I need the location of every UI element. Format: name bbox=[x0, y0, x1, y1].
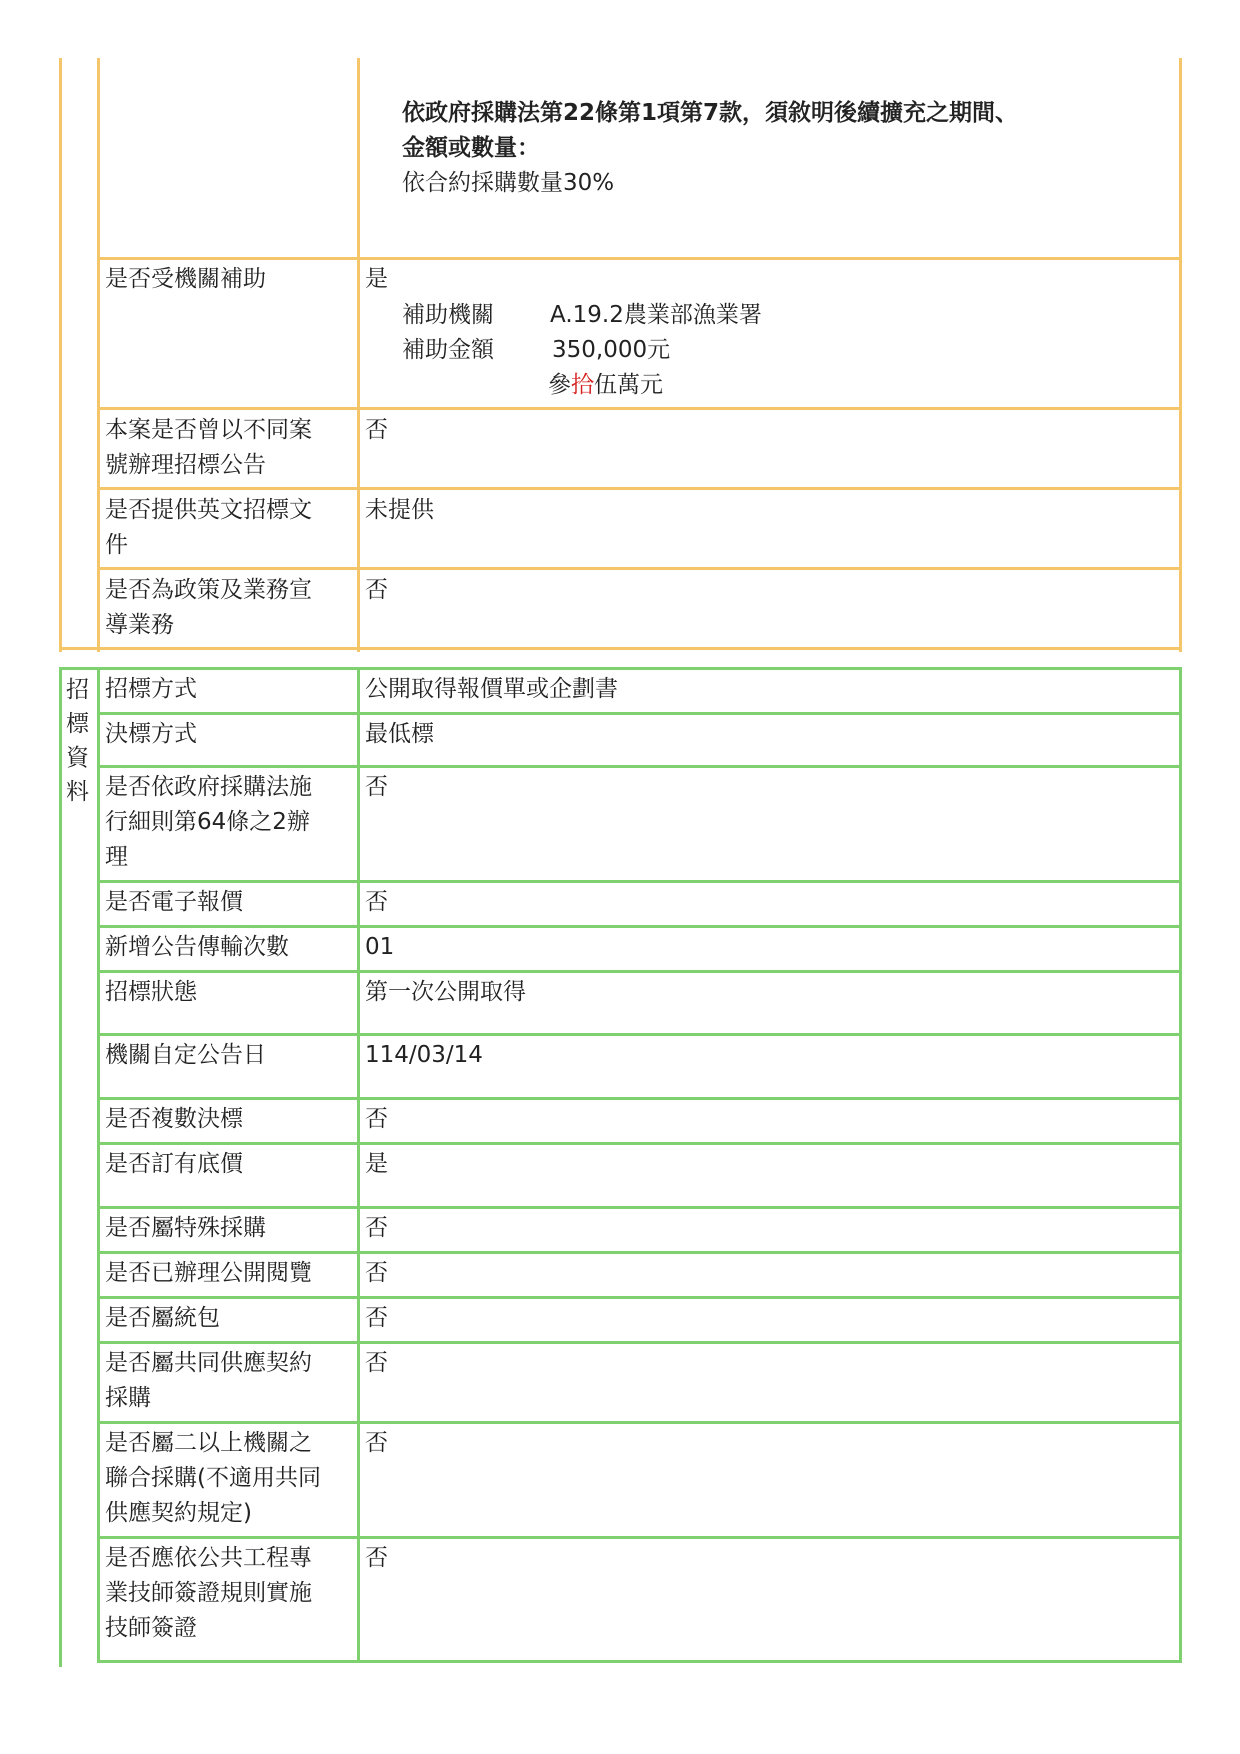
tender-row-label: 是否已辦理公開閱覽 bbox=[105, 1260, 312, 1286]
green-row-divider bbox=[97, 970, 1182, 973]
orange-row-divider bbox=[97, 487, 1182, 490]
orange-bottom-border bbox=[59, 647, 1182, 650]
tender-row-label: 理 bbox=[105, 844, 128, 870]
tender-row-value: 第一次公開取得 bbox=[365, 979, 526, 1005]
tender-row-label: 是否訂有底價 bbox=[105, 1151, 243, 1177]
tender-row-value: 否 bbox=[365, 1106, 388, 1132]
tender-row-label: 是否屬統包 bbox=[105, 1305, 220, 1331]
orange-right-border bbox=[1179, 58, 1182, 652]
tender-row-value: 最低標 bbox=[365, 721, 434, 747]
subsidy-amount-value: 350,000元 bbox=[552, 337, 671, 363]
row-label: 本案是否曾以不同案 bbox=[105, 417, 312, 443]
section-title-char: 招 bbox=[66, 677, 89, 703]
tender-row-value: 否 bbox=[365, 1260, 388, 1286]
green-row-divider bbox=[97, 925, 1182, 928]
subsidy-agency-value: A.19.2農業部漁業署 bbox=[550, 302, 762, 328]
green-row-divider bbox=[97, 765, 1182, 768]
tender-row-label: 業技師簽證規則實施 bbox=[105, 1580, 312, 1606]
tender-row-label: 是否複數決標 bbox=[105, 1106, 243, 1132]
tender-row-label: 採購 bbox=[105, 1385, 151, 1411]
subsidy-agency-label: 補助機關 bbox=[402, 302, 494, 328]
row-value: 未提供 bbox=[365, 497, 434, 523]
tender-row-label: 機關自定公告日 bbox=[105, 1042, 266, 1068]
orange-mid-border bbox=[357, 58, 360, 652]
tender-row-value: 否 bbox=[365, 774, 388, 800]
tender-row-label: 聯合採購(不適用共同 bbox=[105, 1465, 321, 1491]
extension-heading-line1: 依政府採購法第22條第1項第7款，須敘明後續擴充之期間、 bbox=[402, 100, 1019, 126]
tender-row-value: 114/03/14 bbox=[365, 1042, 483, 1068]
subsidy-amount-label: 補助金額 bbox=[402, 337, 494, 363]
row-label: 是否提供英文招標文 bbox=[105, 497, 312, 523]
green-row-divider bbox=[97, 712, 1182, 715]
green-row-divider bbox=[97, 1421, 1182, 1424]
green-mid-border bbox=[357, 667, 360, 1663]
green-row-divider bbox=[97, 1206, 1182, 1209]
green-row-divider bbox=[97, 1536, 1182, 1539]
tender-row-label: 供應契約規定) bbox=[105, 1500, 252, 1526]
tender-row-value: 否 bbox=[365, 1215, 388, 1241]
green-bottom-border bbox=[97, 1660, 1182, 1663]
row-label: 是否為政策及業務宣 bbox=[105, 577, 312, 603]
row-value: 否 bbox=[365, 417, 388, 443]
tender-row-label: 是否屬二以上機關之 bbox=[105, 1430, 312, 1456]
row-value: 否 bbox=[365, 577, 388, 603]
row-label: 導業務 bbox=[105, 612, 174, 638]
tender-row-label: 決標方式 bbox=[105, 721, 197, 747]
tender-row-value: 否 bbox=[365, 1545, 388, 1571]
tender-row-value: 是 bbox=[365, 1151, 388, 1177]
orange-left-inner-border bbox=[97, 58, 100, 652]
amount-words-part: 伍萬元 bbox=[594, 372, 663, 398]
extension-value: 依合約採購數量30% bbox=[402, 170, 615, 196]
subsidy-amount-words bbox=[548, 368, 663, 403]
orange-row-divider bbox=[97, 257, 1182, 260]
tender-row-value: 否 bbox=[365, 1350, 388, 1376]
subsidy-label: 是否受機關補助 bbox=[105, 266, 266, 292]
tender-row-label: 技師簽證 bbox=[105, 1615, 197, 1641]
green-row-divider bbox=[97, 880, 1182, 883]
tender-row-value: 公開取得報價單或企劃書 bbox=[365, 676, 618, 702]
section-title-char: 標 bbox=[66, 711, 89, 737]
tender-row-value: 01 bbox=[365, 934, 395, 960]
green-right-border bbox=[1179, 667, 1182, 1663]
green-row-divider bbox=[97, 1251, 1182, 1254]
green-left-outer-border bbox=[59, 667, 62, 1667]
tender-row-value: 否 bbox=[365, 1430, 388, 1456]
tender-row-label: 是否屬特殊採購 bbox=[105, 1215, 266, 1241]
green-row-divider bbox=[97, 1033, 1182, 1036]
section-title-char: 料 bbox=[66, 779, 89, 805]
green-top-border bbox=[59, 667, 1182, 670]
green-left-inner-border bbox=[97, 667, 100, 1663]
green-row-divider bbox=[97, 1142, 1182, 1145]
extension-heading-line2: 金額或數量： bbox=[402, 135, 540, 161]
subsidy-value: 是 bbox=[365, 266, 388, 292]
green-row-divider bbox=[97, 1341, 1182, 1344]
row-label: 號辦理招標公告 bbox=[105, 452, 266, 478]
amount-words-highlight: 拾 bbox=[571, 372, 594, 398]
tender-row-value: 否 bbox=[365, 889, 388, 915]
section-title-char: 資 bbox=[66, 745, 89, 771]
green-row-divider bbox=[97, 1296, 1182, 1299]
tender-row-label: 招標狀態 bbox=[105, 979, 197, 1005]
tender-row-label: 是否應依公共工程專 bbox=[105, 1545, 312, 1571]
tender-row-label: 行細則第64條之2辦 bbox=[105, 809, 310, 835]
tender-row-label: 招標方式 bbox=[105, 676, 197, 702]
orange-left-outer-border bbox=[59, 58, 62, 652]
tender-row-label: 新增公告傳輸次數 bbox=[105, 934, 289, 960]
orange-row-divider bbox=[97, 567, 1182, 570]
row-label: 件 bbox=[105, 532, 128, 558]
tender-row-label: 是否屬共同供應契約 bbox=[105, 1350, 312, 1376]
orange-row-divider bbox=[97, 407, 1182, 410]
amount-words-part: 參 bbox=[548, 372, 571, 398]
tender-row-label: 是否電子報價 bbox=[105, 889, 243, 915]
green-row-divider bbox=[97, 1097, 1182, 1100]
tender-row-value: 否 bbox=[365, 1305, 388, 1331]
tender-row-label: 是否依政府採購法施 bbox=[105, 774, 312, 800]
